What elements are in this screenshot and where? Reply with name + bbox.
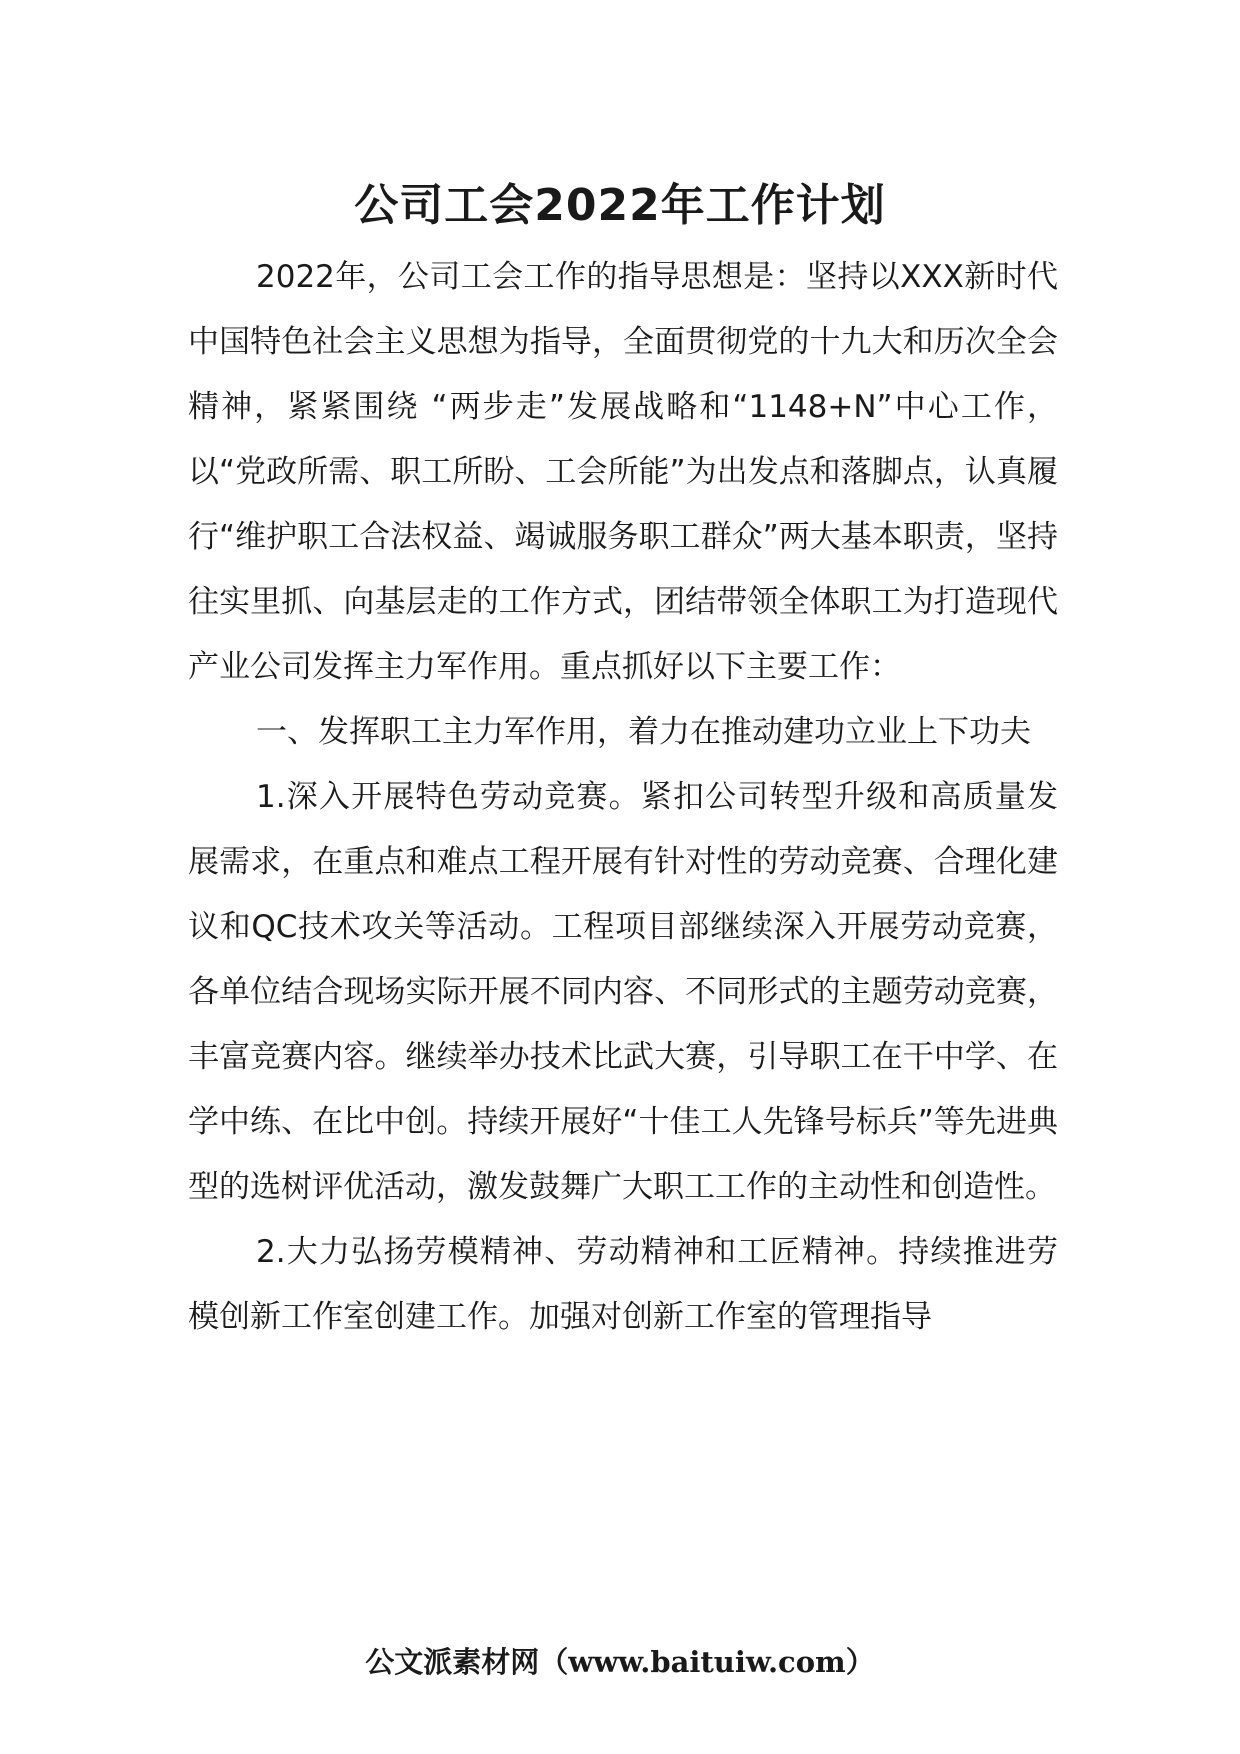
- paragraph-item-1: 1.深入开展特色劳动竞赛。紧扣公司转型升级和高质量发展需求，在重点和难点工程开展有针对性的劳动竞赛、合理化建议和QC技术攻关等活动。工程项目部继续深入开展劳动竞赛，各单位结合现场实际开展不同内容、不同形式的主题劳动竞赛，丰富竞赛内容。继续举办技术比武大赛，引导职工在干中学、在学中练、在比中创。持续开展好“十佳工人先锋号标兵”等先进典型的选树评优活动，激发鼓舞广大职工工作的主动性和创造性。: [188, 779, 1058, 1205]
- document-body: [188, 245, 1058, 1350]
- paragraph-intro: 2022年，公司工会工作的指导思想是：坚持以XXX新时代中国特色社会主义思想为指导，全面贯彻党的十九大和历次全会精神，紧紧围绕 “两步走”发展战略和“1148+N”中心工作，以“党政所需、职工所盼、工会所能”为出发点和落脚点，认真履行“维护职工合法权益、竭诚服务职工群众”两大基本职责，坚持往实里抓、向基层走的工作方式，团结带领全体职工为打造现代产业公司发挥主力军作用。重点抓好以下主要工作：: [188, 259, 1058, 685]
- document-title: 公司工会2022年工作计划: [354, 180, 886, 231]
- section-heading-1: 一、发挥职工主力军作用，着力在推动建功立业上下功夫: [256, 714, 1031, 750]
- footer-watermark: 公文派素材网（www.baituiw.com）: [365, 1645, 875, 1679]
- paragraph-item-2: 2.大力弘扬劳模精神、劳动精神和工匠精神。持续推进劳模创新工作室创建工作。加强对创新工作室的管理指导: [188, 1234, 1058, 1335]
